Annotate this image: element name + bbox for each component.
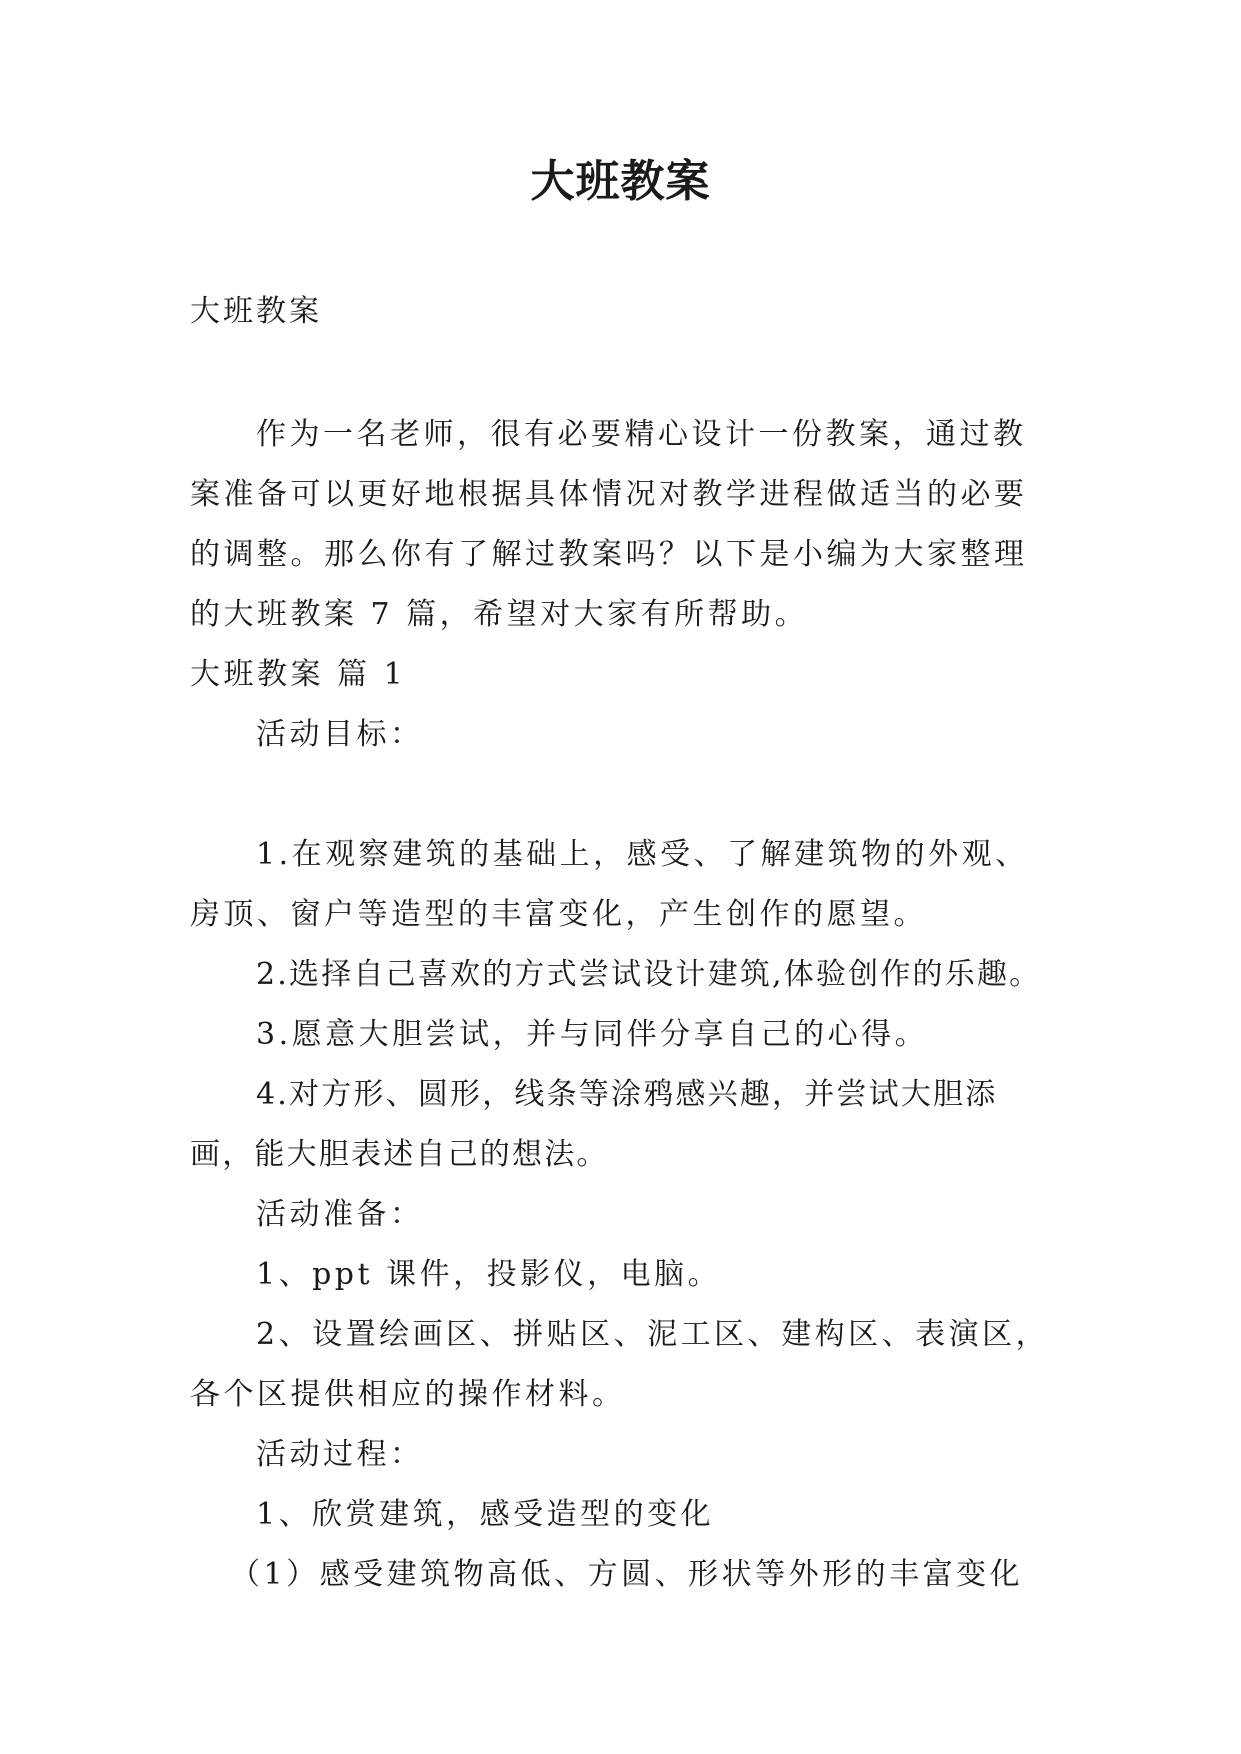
process-heading: 活动过程： — [256, 1437, 424, 1472]
goal-item: 4.对方形、圆形，线条等涂鸦感兴趣，并尝试大胆添画，能大胆表述自己的想法。 — [190, 1077, 998, 1172]
goal-item: 3.愿意大胆尝试，并与同伴分享自己的心得。 — [256, 1017, 929, 1052]
document-title: 大班教案 — [530, 156, 711, 207]
document-subtitle: 大班教案 — [190, 294, 322, 329]
blank-line — [190, 765, 1058, 825]
prep-heading: 活动准备： — [256, 1197, 424, 1232]
prep-item: 2、设置绘画区、拼贴区、泥工区、建构区、表演区，各个区提供相应的操作材料。 — [190, 1317, 1050, 1412]
intro-paragraph: 作为一名老师，很有必要精心设计一份教案，通过教案准备可以更好地根据具体情况对教学进程做适当的必要的调整。那么你有了解过教案吗？以下是小编为大家整理的大班教案 7 篇，希望对大家有所帮助。 — [190, 417, 1028, 632]
document-body — [190, 405, 1058, 1605]
process-item: 1、欣赏建筑，感受造型的变化 — [256, 1497, 715, 1532]
section-heading: 大班教案 篇 1 — [190, 657, 407, 692]
goal-item: 1.在观察建筑的基础上，感受、了解建筑物的外观、房顶、窗户等造型的丰富变化，产生创作的愿望。 — [190, 837, 1029, 932]
goal-item: 2.选择自己喜欢的方式尝试设计建筑,体验创作的乐趣。 — [256, 957, 1042, 992]
prep-item: 1、ppt 课件，投影仪，电脑。 — [256, 1257, 722, 1292]
process-subitem: （1）感受建筑物高低、方圆、形状等外形的丰富变化 — [230, 1557, 1024, 1592]
goals-heading: 活动目标： — [256, 717, 424, 752]
